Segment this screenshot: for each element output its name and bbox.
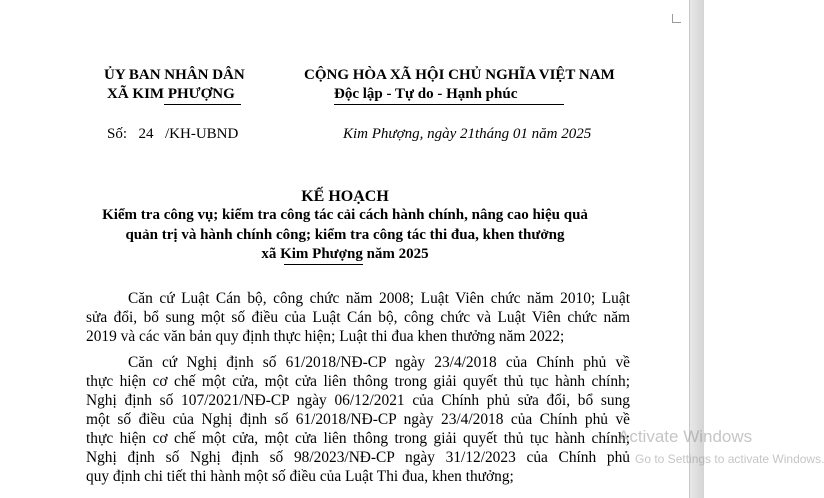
issuer-underline	[164, 104, 241, 105]
national-motto: Độc lập - Tự do - Hạnh phúc	[334, 86, 518, 102]
legal-basis-2-line: Căn cứ Nghị định số 61/2018/NĐ-CP ngày 23/4/2018 của Chính phủ về	[128, 354, 630, 371]
legal-basis-2-line: thực hiện cơ chế một cửa, một cửa liên thông trong giải quyết thủ tục hành chính;	[86, 373, 630, 390]
motto-underline	[334, 104, 564, 105]
issuer-line-1: ỦY BAN NHÂN DÂN	[104, 67, 245, 83]
legal-basis-2-line: quy định chi tiết thi hành một số điều của Luật Thi đua, khen thưởng;	[86, 468, 514, 485]
legal-basis-1-line: Căn cứ Luật Cán bộ, công chức năm 2008; Luật Viên chức năm 2010; Luật	[128, 290, 630, 307]
legal-basis-1-line: 2019 và các văn bản quy định thực hiện; Luật thi đua khen thưởng năm 2022;	[86, 328, 565, 345]
activate-windows-hint: Go to Settings to activate Windows.	[635, 452, 824, 466]
page-corner-mark	[672, 14, 681, 23]
place-date-line: Kim Phượng, ngày 21tháng 01 năm 2025	[343, 126, 592, 142]
subject-line-2: quản trị và hành chính công; kiểm tra công tác thi đua, khen thưởng	[125, 227, 565, 243]
document-number	[107, 126, 238, 143]
legal-basis-2-line: Nghị định số 107/2021/NĐ-CP ngày 06/12/2021 của Chính phủ sửa đổi, bổ sung	[86, 392, 630, 409]
issuer-line-2: XÃ KIM PHƯỢNG	[107, 86, 235, 102]
cut-off-next-line	[86, 489, 630, 498]
document-title: KẾ HOẠCH	[301, 188, 389, 205]
page-edge-shadow	[689, 0, 704, 498]
legal-basis-2-line: Nghị định số Nghị định số 98/2023/NĐ-CP ngày 31/12/2023 của Chính phủ	[86, 449, 630, 466]
legal-basis-2-line: thực hiện cơ chế một cửa, một cửa liên thông trong giải quyết thủ tục hành chính;	[86, 430, 630, 447]
number-prefix: Số:	[107, 126, 128, 142]
subject-underline	[284, 264, 363, 265]
number-suffix: /KH-UBND	[165, 126, 239, 142]
legal-basis-1-line: sửa đổi, bổ sung một số điều của Luật Cán bộ, công chức và Luật Viên chức năm	[86, 309, 630, 326]
national-title: CỘNG HÒA XÃ HỘI CHỦ NGHĨA VIỆT NAM	[304, 67, 615, 83]
subject-line-1: Kiểm tra công vụ; kiểm tra công tác cải cách hành chính, nâng cao hiệu quả	[102, 207, 588, 223]
number-value: 24	[138, 126, 154, 142]
activate-windows-watermark: Activate Windows	[618, 427, 753, 446]
subject-line-3: xã Kim Phượng năm 2025	[261, 246, 429, 262]
legal-basis-2-line: một số điều của Nghị định số 61/2018/NĐ-CP ngày 23/4/2018 của Chính phủ về	[86, 411, 630, 428]
